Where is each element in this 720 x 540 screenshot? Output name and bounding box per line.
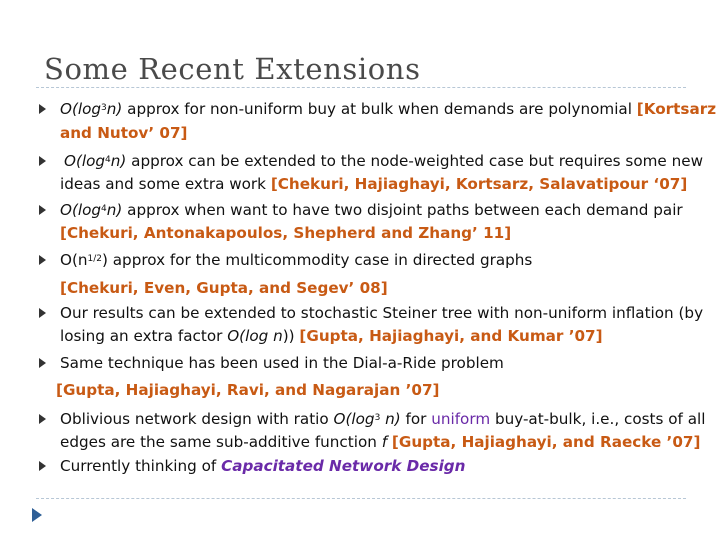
citation: [Gupta, Hajiaghayi, and Kumar ’07] xyxy=(299,327,603,345)
bullet-arrow-icon xyxy=(39,156,46,166)
citation: [Chekuri, Hajiaghayi, Kortsarz, Salavatipour ‘07] xyxy=(270,175,688,193)
item-6-line-1: Same technique has been used in the Dial-a-Ride problem xyxy=(60,354,504,372)
item-5-line-1: Our results can be extended to stochastic Steiner tree with non-uniform inflation (by xyxy=(60,304,704,322)
item-1-line-1: $O(\log^3n)$ approx for non-uniform buy at bulk when demands are polynomial [Kortsarz xyxy=(60,100,717,118)
bullet-arrow-icon xyxy=(39,414,46,424)
footer-divider xyxy=(36,498,686,499)
bullet-arrow-icon xyxy=(39,104,46,114)
uniform-highlight: uniform xyxy=(431,410,491,428)
item-5-line-2: losing an extra factor O(log n)) [Gupta, Hajiaghayi, and Kumar ’07] xyxy=(60,327,603,345)
citation: [Gupta, Hajiaghayi, and Raecke ’07] xyxy=(391,433,701,451)
capacitated-network-design: Capacitated Network Design xyxy=(221,457,466,475)
bullet-arrow-icon xyxy=(39,461,46,471)
slide-title: Some Recent Extensions xyxy=(44,52,421,86)
item-7-line-2: edges are the same sub-additive function f [Gupta, Hajiaghayi, and Raecke ’07] xyxy=(60,433,701,451)
item-3-line-1: $O(\log^4n)$ approx when want to have two disjoint paths between each demand pair xyxy=(60,201,683,219)
title-divider xyxy=(36,87,686,88)
item-7-line-1: Oblivious network design with ratio $O(\log^3$ n) for uniform buy-at-bulk, i.e., costs of all xyxy=(60,410,706,428)
bullet-arrow-icon xyxy=(39,358,46,368)
citation: [Chekuri, Antonakapoulos, Shepherd and Zhang’ 11] xyxy=(60,224,512,242)
bullet-arrow-icon xyxy=(39,255,46,265)
citation: [Chekuri, Even, Gupta, and Segev’ 08] xyxy=(60,279,388,297)
citation: [Gupta, Hajiaghayi, Ravi, and Nagarajan ’07] xyxy=(56,381,440,399)
item-4-line-2 xyxy=(60,278,388,298)
item-8-line-1: Currently thinking of Capacitated Network Design xyxy=(60,457,466,475)
bullet-arrow-icon xyxy=(39,205,46,215)
bullet-arrow-icon xyxy=(39,308,46,318)
citation: and Nutov’ 07] xyxy=(60,124,188,142)
citation: [Kortsarz xyxy=(636,100,717,118)
item-2-line-1: $O(\log^4n)$ approx can be extended to the node-weighted case but requires some new xyxy=(64,152,703,170)
item-2-line-2: ideas and some extra work [Chekuri, Hajiaghayi, Kortsarz, Salavatipour ‘07] xyxy=(60,175,688,193)
item-6-line-2 xyxy=(56,380,439,400)
item-3-line-2 xyxy=(60,223,511,243)
item-4-line-1: $O(n^{1/2})$ approx for the multicommodity case in directed graphs xyxy=(60,251,533,269)
item-1-line-2 xyxy=(60,123,187,143)
slide-nav-arrow-icon[interactable] xyxy=(32,508,42,522)
